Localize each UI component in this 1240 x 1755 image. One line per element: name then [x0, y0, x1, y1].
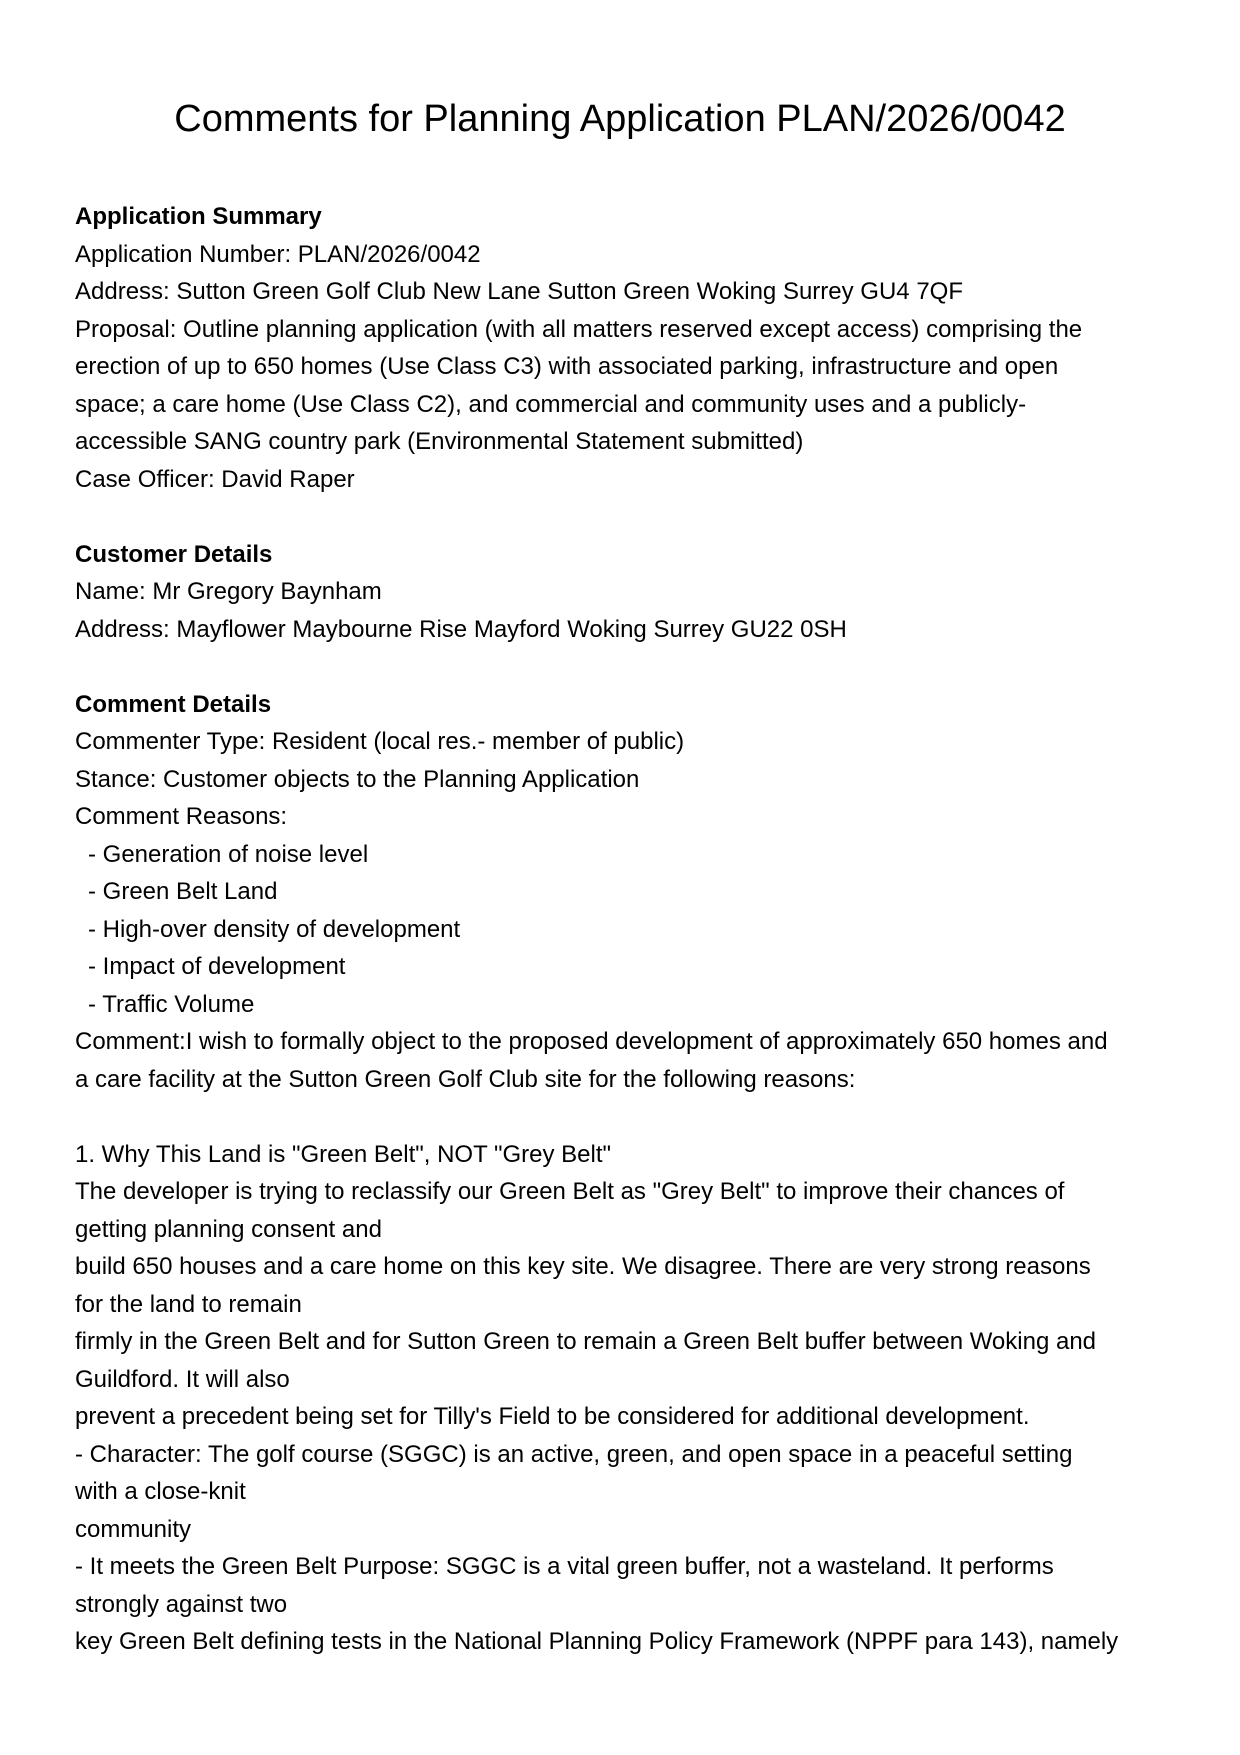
- comment-body-line: strongly against two: [75, 1590, 288, 1618]
- comment-body-line: - It meets the Green Belt Purpose: SGGC is a vital green buffer, not a wasteland. It performs: [75, 1553, 1054, 1580]
- comment-reason-item: - Impact of development: [88, 953, 346, 980]
- comment-body-line: Guildford. It will also: [75, 1365, 290, 1393]
- stance: Stance: Customer objects to the Planning Application: [75, 765, 640, 793]
- customer-details-heading: Customer Details: [75, 540, 273, 568]
- proposal-line: erection of up to 650 homes (Use Class C3) with associated parking, infrastructure and open: [75, 353, 1059, 380]
- paragraph-spacer: [75, 1098, 1175, 1136]
- customer-address: Address: Mayflower Maybourne Rise Mayford Woking Surrey GU22 0SH: [75, 615, 847, 643]
- application-summary-section: [75, 198, 1175, 498]
- comment-reason-item: - High-over density of development: [88, 915, 461, 943]
- comment-intro-line: a care facility at the Sutton Green Golf Club site for the following reasons:: [75, 1065, 856, 1093]
- comment-reason-item: - Traffic Volume: [88, 990, 255, 1018]
- case-officer: Case Officer: David Raper: [75, 465, 355, 493]
- section-spacer: [75, 648, 1175, 686]
- customer-details-section: [75, 536, 1175, 649]
- commenter-type: Commenter Type: Resident (local res.- member of public): [75, 728, 685, 755]
- comment-details-heading: Comment Details: [75, 690, 272, 718]
- comment-body-line: 1. Why This Land is "Green Belt", NOT "Grey Belt": [75, 1140, 612, 1168]
- page-title: Comments for Planning Application PLAN/2026/0042: [174, 98, 1066, 140]
- comment-body-line: for the land to remain: [75, 1290, 302, 1318]
- comment-intro-line: Comment:I wish to formally object to the proposed development of approximately 650 homes and: [75, 1028, 1108, 1055]
- comment-body-line: key Green Belt defining tests in the National Planning Policy Framework (NPPF para 143), namely: [75, 1628, 1119, 1655]
- proposal-line: space; a care home (Use Class C2), and commercial and community uses and a publicly-: [75, 390, 1027, 418]
- comment-body-line: getting planning consent and: [75, 1215, 382, 1243]
- comment-body-line: firmly in the Green Belt and for Sutton Green to remain a Green Belt buffer between Woking and: [75, 1328, 1097, 1355]
- comment-reason-item: - Green Belt Land: [88, 878, 278, 905]
- proposal-line: Proposal: Outline planning application (with all matters reserved except access) comprising the: [75, 315, 1083, 343]
- application-number: Application Number: PLAN/2026/0042: [75, 240, 481, 268]
- proposal-line: accessible SANG country park (Environmental Statement submitted): [75, 428, 804, 455]
- comment-details-section: [75, 686, 1175, 1661]
- comment-body-line: prevent a precedent being set for Tilly's Field to be considered for additional development.: [75, 1403, 1030, 1430]
- section-spacer: [75, 498, 1175, 536]
- application-address: Address: Sutton Green Golf Club New Lane Sutton Green Woking Surrey GU4 7QF: [75, 278, 963, 305]
- comment-body-line: The developer is trying to reclassify our Green Belt as "Grey Belt" to improve their chances of: [75, 1178, 1065, 1205]
- application-summary-heading: Application Summary: [75, 203, 322, 230]
- comment-body-line: with a close-knit: [75, 1478, 246, 1505]
- customer-name: Name: Mr Gregory Baynham: [75, 578, 382, 605]
- comment-reason-item: - Generation of noise level: [88, 840, 369, 868]
- comment-body-line: - Character: The golf course (SGGC) is an active, green, and open space in a peaceful setting: [75, 1440, 1073, 1468]
- comment-body-line: community: [75, 1515, 192, 1543]
- comment-reasons-label: Comment Reasons:: [75, 803, 288, 830]
- document-content: [75, 198, 1175, 1661]
- comment-body-line: build 650 houses and a care home on this key site. We disagree. There are very strong reasons: [75, 1253, 1091, 1280]
